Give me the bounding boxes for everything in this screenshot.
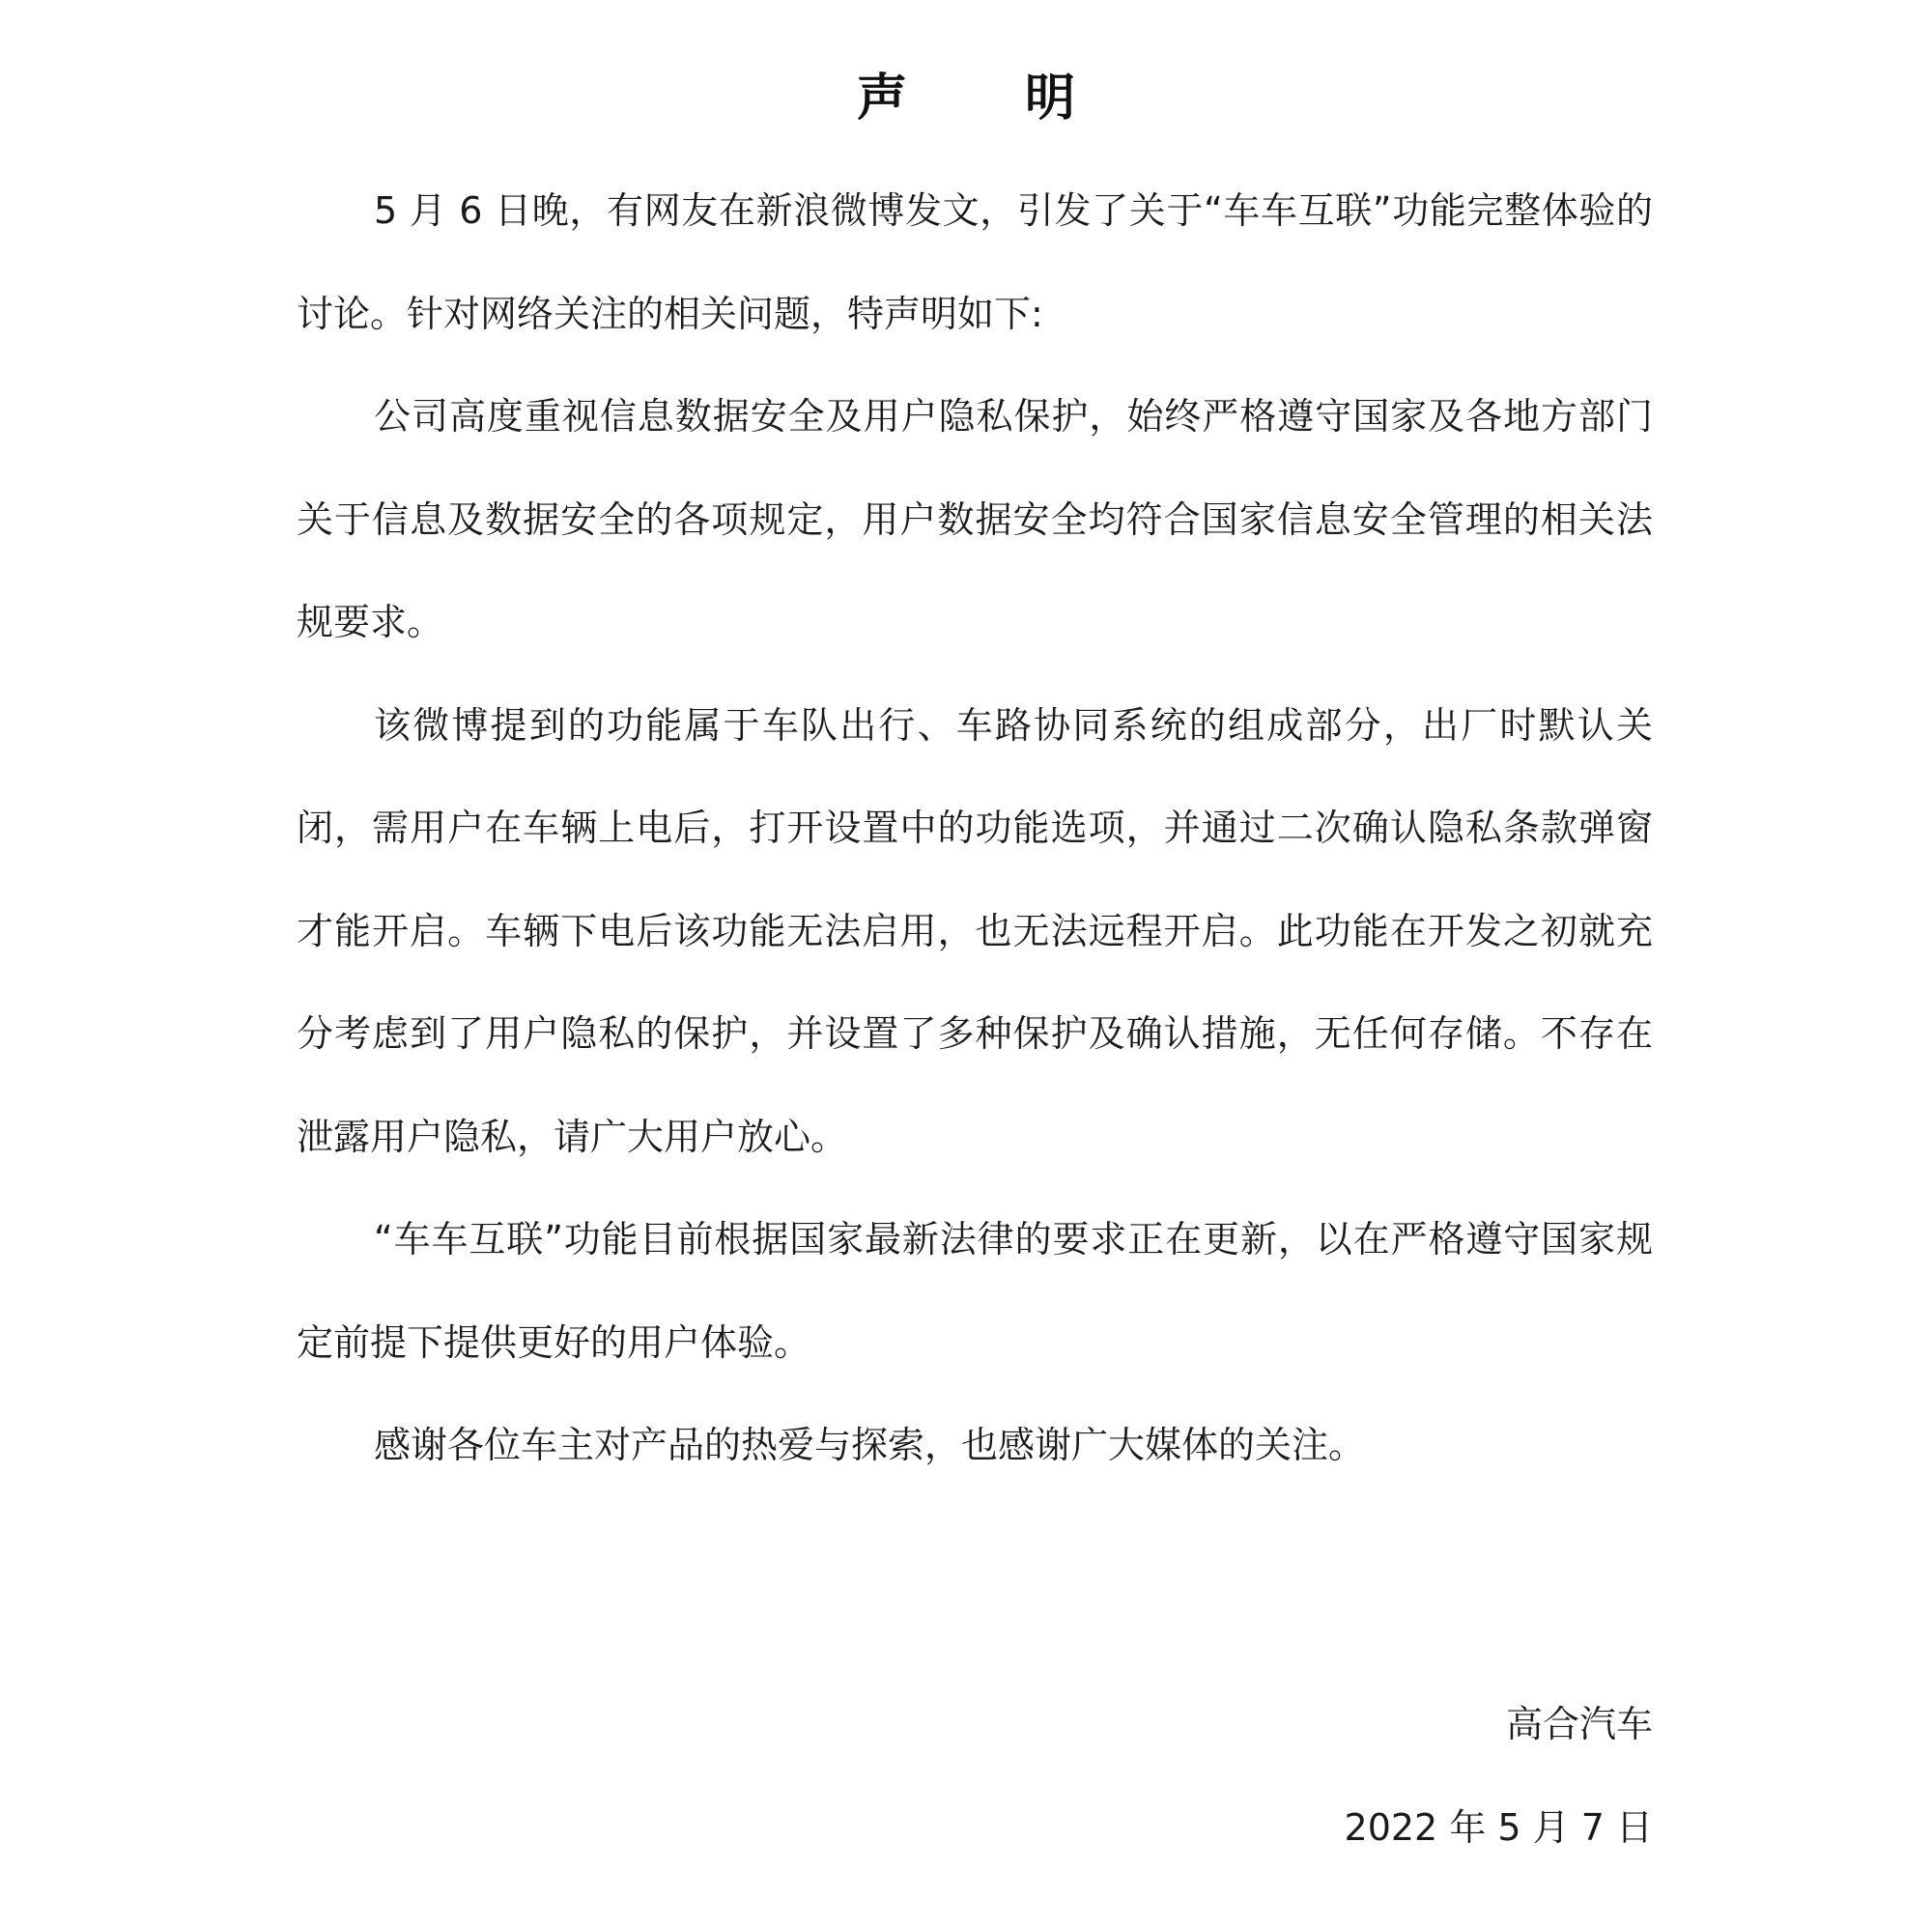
signature-company: 高合汽车 xyxy=(1505,1703,1653,1745)
paragraph-intro: 5 月 6 日晚，有网友在新浪微博发文，引发了关于“车车互联”功能完整体验的讨论。针对网络关注的相关问题，特声明如下: xyxy=(297,189,1653,335)
paragraph-feature-explanation: 该微博提到的功能属于车队出行、车路协同系统的组成部分，出厂时默认关闭，需用户在车辆上电后，打开设置中的功能选项，并通过二次确认隐私条款弹窗才能开启。车辆下电后该功能无法启用，也无法远程开启。此功能在开发之初就充分考虑到了用户隐私的保护，并设置了多种保护及确认措施，无任何存储。不存在泄露用户隐私，请广大用户放心。 xyxy=(297,703,1653,1158)
document-title: 声 明 xyxy=(856,70,1126,128)
document-body xyxy=(297,159,1653,1497)
paragraph-update-notice: “车车互联”功能目前根据国家最新法律的要求正在更新，以在严格遵守国家规定前提下提供更好的用户体验。 xyxy=(297,1218,1653,1364)
signature-date: 2022 年 5 月 7 日 xyxy=(1344,1806,1653,1849)
paragraph-privacy-policy: 公司高度重视信息数据安全及用户隐私保护，始终严格遵守国家及各地方部门关于信息及数据安全的各项规定，用户数据安全均符合国家信息安全管理的相关法规要求。 xyxy=(297,395,1653,643)
paragraph-thanks: 感谢各位车主对产品的热爱与探索，也感谢广大媒体的关注。 xyxy=(374,1424,1366,1466)
